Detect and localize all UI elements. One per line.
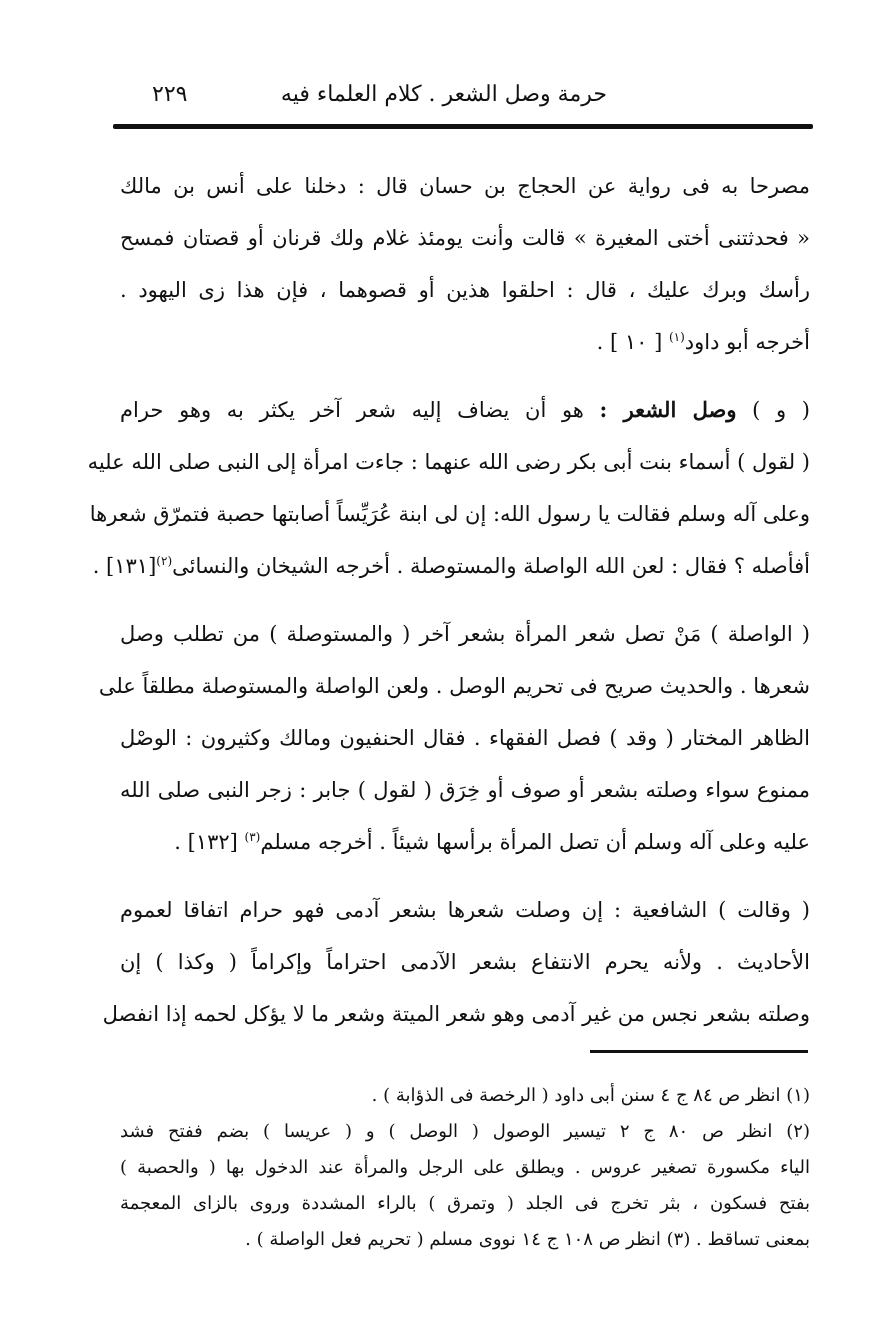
- hadith-number: [١٣٢] .: [174, 830, 245, 854]
- text-segment: عليه وعلى آله وسلم أن تصل المرأة برأسها شيئاً . أخرجه مسلم: [260, 830, 810, 854]
- text-line: [120, 816, 810, 868]
- paragraph-3: [98, 608, 810, 868]
- section-term: وصل الشعر :: [599, 397, 737, 422]
- header-rule: [113, 124, 813, 129]
- footnote-marker: (٣): [244, 830, 261, 844]
- text-line: وعلى آله وسلم فقالت يا رسول الله: إن لى ابنة عُرَيِّساً أصابتها حصبة فتمرّق شعرها: [89, 502, 810, 526]
- text-segment: أخرجه أبو داود: [684, 330, 810, 354]
- text-line: الأحاديث . ولأنه يحرم الانتفاع بشعر الآدمى احتراماً وإكراماً ( وكذا ) إن: [120, 950, 810, 974]
- main-text: [87, 160, 810, 1040]
- footnote-2-line: (٢) انظر ص ٨٠ ج ٢ تيسير الوصول ( الوصل ) و ( عريسا ) بضم ففتح فشد: [120, 1121, 810, 1142]
- footnote-marker: (٢): [156, 554, 173, 568]
- text-line: شعرها . والحديث صريح فى تحريم الوصل . ولعن الواصلة والمستوصلة مطلقاً على: [98, 674, 810, 698]
- footnote-2-line: الياء مكسورة تصغير عروس . ويطلق على الرجل والمرأة عند الدخول بها ( والحصبة ): [120, 1157, 810, 1178]
- paragraph-4: [102, 884, 810, 1040]
- footnotes: [120, 1078, 810, 1258]
- text-line: الظاهر المختار ( وقد ) فصل الفقهاء . فقال الحنفيون ومالك وكثيرون : الوصْل: [120, 726, 810, 750]
- text-segment: ( و ): [736, 398, 810, 422]
- footnote-marker: (١): [668, 330, 685, 344]
- text-line: [92, 540, 810, 592]
- footnote-rule: [590, 1050, 808, 1053]
- text-line: [120, 316, 810, 368]
- footnote-3: بمعنى تساقط . (٣) انظر ص ١٠٨ ج ١٤ نووى مسلم ( تحريم فعل الواصلة ) .: [245, 1229, 810, 1250]
- text-line: ( وقالت ) الشافعية : إن وصلت شعرها بشعر آدمى فهو حرام اتفاقا لعموم: [120, 898, 810, 922]
- paragraph-1: [120, 160, 810, 368]
- text-line: [120, 384, 810, 436]
- text-line: مصرحا به فى رواية عن الحجاج بن حسان قال : دخلنا على أنس بن مالك: [120, 174, 810, 198]
- page-header: [112, 78, 812, 118]
- footnote-2-line: بفتح فسكون ، بثر تخرج فى الجلد ( وتمرق ) بالراء المشددة وروى بالزاى المعجمة: [120, 1193, 810, 1214]
- hadith-number: [ ١٠ ] .: [596, 330, 669, 354]
- text-segment: هو أن يضاف إليه شعر آخر يكثر به وهو حرام: [120, 398, 600, 422]
- text-line: رأسك وبرك عليك ، قال : احلقوا هذين أو قصوهما ، فإن هذا زى اليهود .: [120, 278, 810, 302]
- text-line: وصلته بشعر نجس من غير آدمى وهو شعر الميتة وشعر ما لا يؤكل لحمه إذا انفصل: [102, 1002, 810, 1026]
- hadith-number: [١٣١] .: [92, 554, 157, 578]
- paragraph-2: [87, 384, 810, 592]
- text-line: ( الواصلة ) مَنْ تصل شعر المرأة بشعر آخر ( والمستوصلة ) من تطلب وصل: [120, 622, 810, 646]
- text-line: ممنوع سواء وصلته بشعر أو صوف أو خِرَق ( لقول ) جابر : زجر النبى صلى الله: [120, 778, 810, 802]
- page-number: ٢٢٩: [152, 82, 188, 107]
- text-line: « فحدثتنى أختى المغيرة » قالت وأنت يومئذ غلام ولك قرنان أو قصتان فمسح: [120, 226, 810, 250]
- text-line: ( لقول ) أسماء بنت أبى بكر رضى الله عنهما : جاءت امرأة إلى النبى صلى الله عليه: [87, 450, 810, 474]
- running-head: حرمة وصل الشعر . كلام العلماء فيه: [280, 82, 607, 107]
- footnote-1: (١) انظر ص ٨٤ ج ٤ سنن أبى داود ( الرخصة فى الذؤابة ) .: [371, 1085, 810, 1106]
- text-segment: أفأصله ؟ فقال : لعن الله الواصلة والمستوصلة . أخرجه الشيخان والنسائى: [172, 554, 810, 578]
